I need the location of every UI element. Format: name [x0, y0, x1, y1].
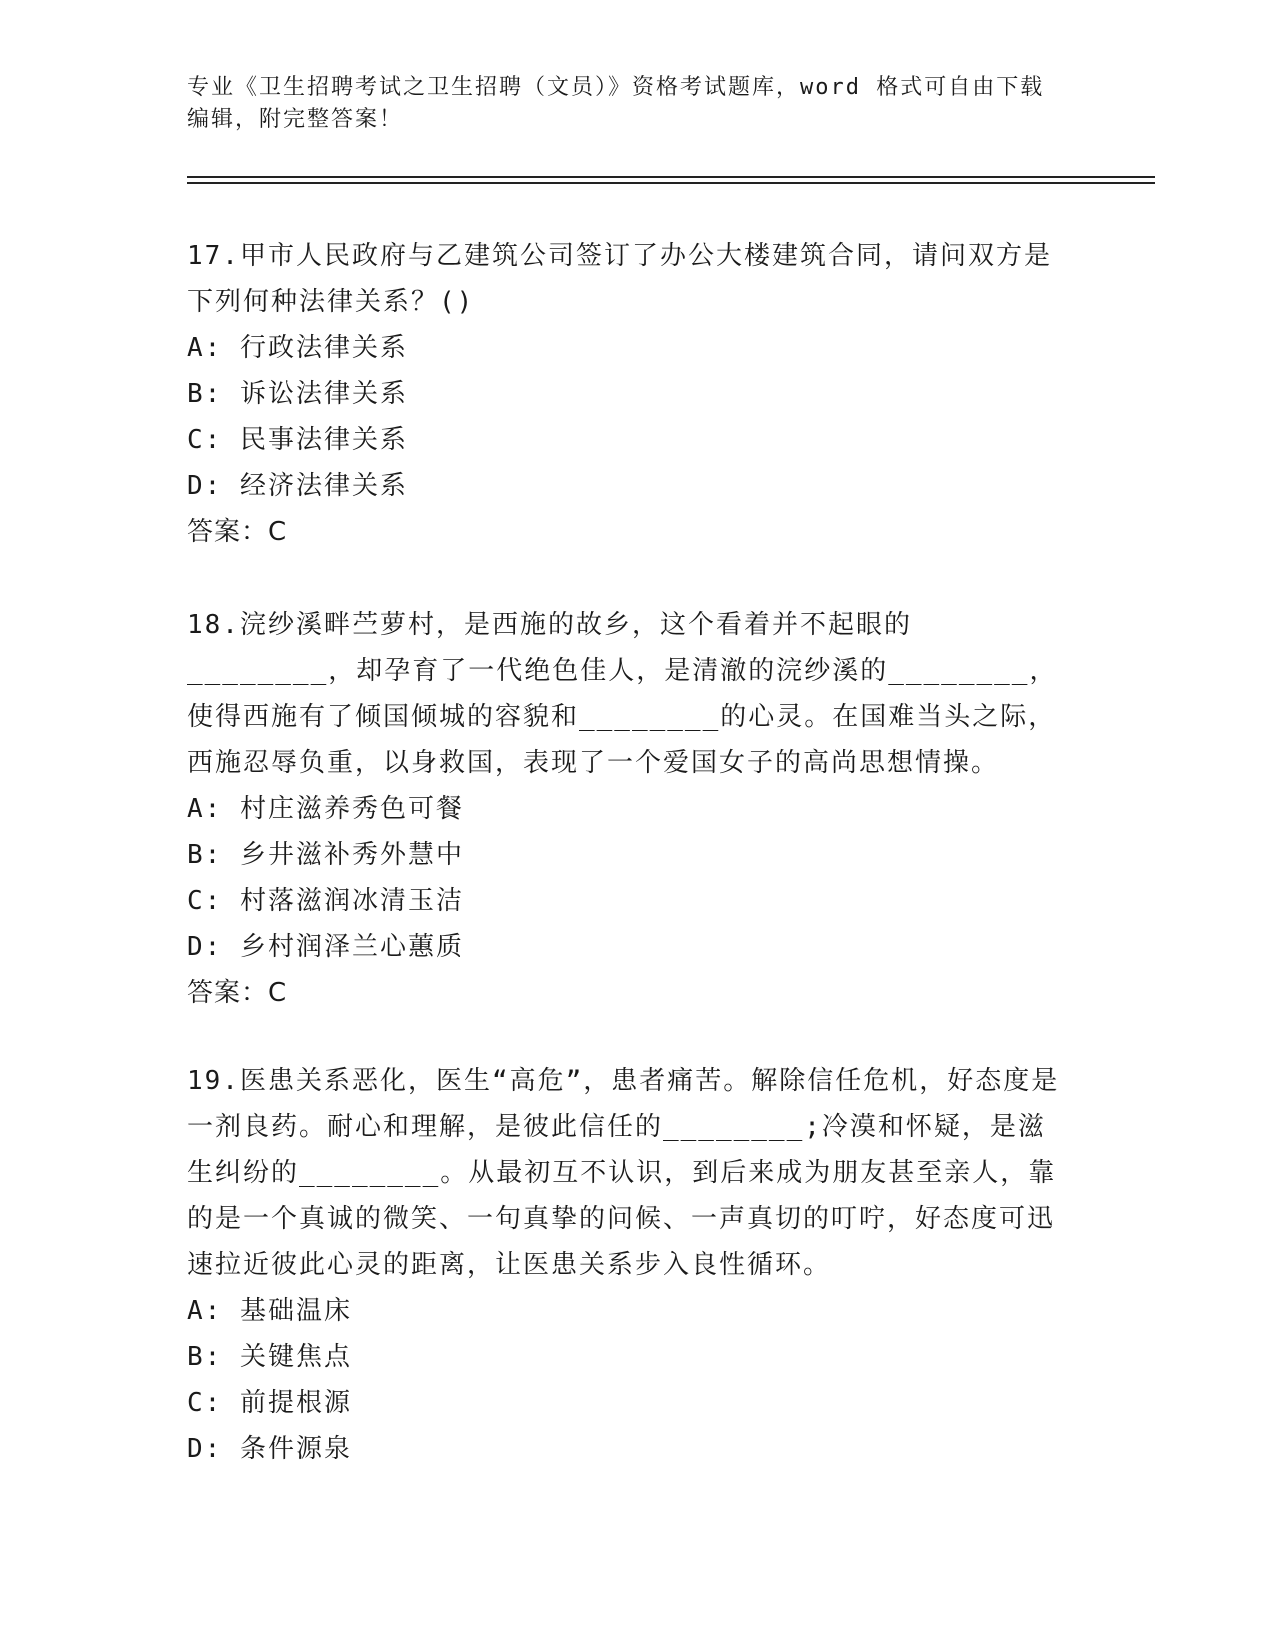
option-a: A: 基础温床 [187, 1296, 352, 1326]
option-c: C: 民事法律关系 [187, 425, 408, 455]
option-a: A: 村庄滋养秀色可餐 [187, 794, 464, 824]
question-stem: 19.医患关系恶化，医生“高危”，患者痛苦。解除信任危机，好态度是一剂良药。耐心和理解，是彼此信任的________;冷漠和怀疑，是滋生纠纷的________。从最初互不认识，到后来成为朋友甚至亲人，靠的是一个真诚的微笑、一句真挚的问候、一声真切的叮咛，好态度可迅速拉近彼此心灵的距离，让医患关系步入良性循环。 [187, 1066, 1060, 1280]
header-divider-top [187, 176, 1155, 178]
option-c: C: 村落滋润冰清玉洁 [187, 886, 464, 916]
question-17 [187, 233, 1067, 555]
option-d: D: 乡村润泽兰心蕙质 [187, 932, 464, 962]
option-b: B: 诉讼法律关系 [187, 379, 408, 409]
header-divider-bottom [187, 182, 1155, 184]
option-b: B: 关键焦点 [187, 1342, 352, 1372]
question-stem: 18.浣纱溪畔苎萝村，是西施的故乡，这个看着并不起眼的________，却孕育了一代绝色佳人，是清澈的浣纱溪的________，使得西施有了倾国倾城的容貌和________的心灵。在国难当头之际，西施忍辱负重，以身救国，表现了一个爱国女子的高尚思想情操。 [187, 610, 1058, 778]
question-19 [187, 1058, 1067, 1472]
answer: 答案：C [187, 517, 288, 547]
question-stem: 17.甲市人民政府与乙建筑公司签订了办公大楼建筑合同，请问双方是下列何种法律关系？() [187, 241, 1052, 317]
answer: 答案：C [187, 978, 288, 1008]
question-18 [187, 602, 1067, 1016]
option-d: D: 经济法律关系 [187, 471, 408, 501]
document-header: 专业《卫生招聘考试之卫生招聘（文员）》资格考试题库，word 格式可自由下载编辑，附完整答案！ [187, 75, 1045, 132]
option-c: C: 前提根源 [187, 1388, 352, 1418]
option-a: A: 行政法律关系 [187, 333, 408, 363]
option-d: D: 条件源泉 [187, 1434, 352, 1464]
option-b: B: 乡井滋补秀外慧中 [187, 840, 464, 870]
